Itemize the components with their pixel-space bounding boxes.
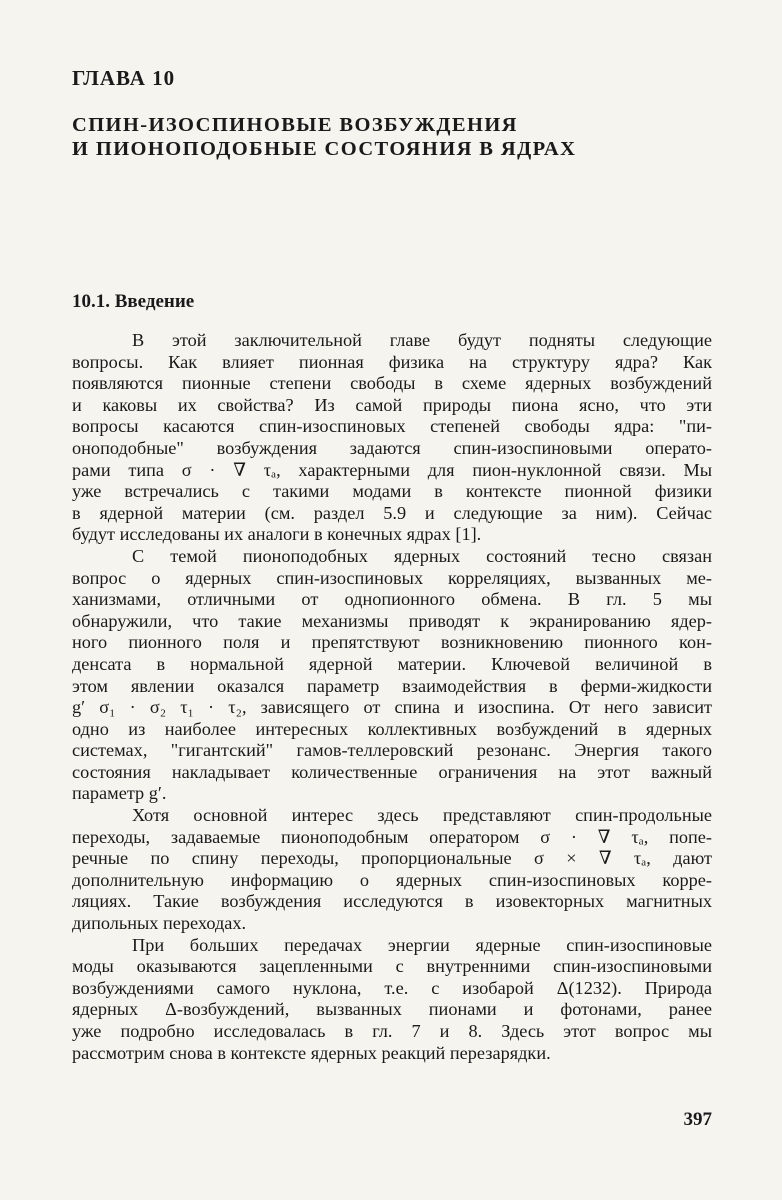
text-line: При больших передачах энергии ядерные спин-изоспиновые [132,934,712,955]
text-line: вопрос о ядерных спин-изоспиновых корреляциях, вызванных ме- [72,567,712,588]
text-line: g′ σ₁ · σ₂ τ₁ · τ₂, зависящего от спина и изоспина. От него зависит [72,697,712,718]
text-line: вопросы касаются спин-изоспиновых степеней свободы ядра: "пи- [72,416,712,437]
text-line: дипольных переходах. [72,913,247,934]
chapter-title-line: СПИН-ИЗОСПИНОВЫЕ ВОЗБУЖДЕНИЯ [72,114,518,136]
text-line: оноподобные" возбуждения задаются спин-изоспиновыми операто- [72,437,712,458]
chapter-label: ГЛАВА 10 [72,66,176,90]
text-line: ядерных Δ-возбуждений, вызванных пионами и фотонами, ранее [72,999,712,1020]
text-line: денсата в нормальной ядерной материи. Ключевой величиной в [72,653,712,674]
text-line: появляются пионные степени свободы в схеме ядерных возбуждений [72,373,712,394]
text-line: ханизмами, отличными от однопионного обмена. В гл. 5 мы [72,589,712,610]
text-line: В этой заключительной главе будут подняты следующие [132,330,712,350]
text-line: С темой пионоподобных ядерных состояний тесно связан [132,545,712,566]
paragraph [72,546,712,805]
text-line: переходы, задаваемые пионоподобным оператором σ · ∇ τₐ, попе- [72,826,712,847]
text-line: рассмотрим снова в контексте ядерных реакций перезарядки. [72,1042,551,1063]
chapter-title-line: И ПИОНОПОДОБНЫЕ СОСТОЯНИЯ В ЯДРАХ [72,138,577,160]
text-line: состояния накладывает количественные ограничения на этот важный [72,761,712,782]
text-line: речные по спину переходы, пропорциональные σ × ∇ τₐ, дают [72,848,712,869]
text-line: одно из наиболее интересных коллективных возбуждений в ядерных [72,718,712,739]
text-line: в ядерной материи (см. раздел 5.9 и следующие за ним). Сейчас [72,502,712,523]
text-line: системах, "гигантский" гамов-теллеровский резонанс. Энергия такого [72,740,712,761]
paragraph [72,935,712,1065]
text-line: этом явлении оказался параметр взаимодействия в ферми-жидкости [72,675,712,696]
body-text [72,330,712,1064]
text-line: уже подробно исследовалась в гл. 7 и 8. Здесь этот вопрос мы [72,1021,712,1041]
text-line: и каковы их свойства? Из самой природы пиона ясно, что эти [72,394,712,415]
text-line: ляциях. Такие возбуждения исследуются в изовекторных магнитных [72,891,712,912]
page-number: 397 [683,1109,712,1130]
text-line: возбуждениями самого нуклона, т.е. с изобарой Δ(1232). Природа [72,977,712,998]
paragraph [72,330,712,546]
text-line: рами типа σ · ∇ τₐ, характерными для пион-нуклонной связи. Мы [72,459,712,480]
text-line: вопросы. Как влияет пионная физика на структуру ядра? Как [72,351,712,372]
section-heading: 10.1. Введение [72,291,195,312]
text-line: моды оказываются зацепленными с внутренними спин-изоспиновыми [72,956,712,977]
chapter-title [72,113,712,161]
text-line: ного пионного поля и препятствуют возникновению пионного кон- [72,632,712,653]
text-line: параметр g′. [72,783,167,804]
text-line: обнаружили, что такие механизмы приводят к экранированию ядер- [72,610,712,631]
text-line: Хотя основной интерес здесь представляют спин-продольные [132,805,712,826]
text-line: дополнительную информацию о ядерных спин-изоспиновых корре- [72,869,712,890]
text-line: будут исследованы их аналоги в конечных ядрах [1]. [72,524,482,545]
text-line: уже встречались с такими модами в контексте пионной физики [72,481,712,502]
paragraph [72,805,712,935]
